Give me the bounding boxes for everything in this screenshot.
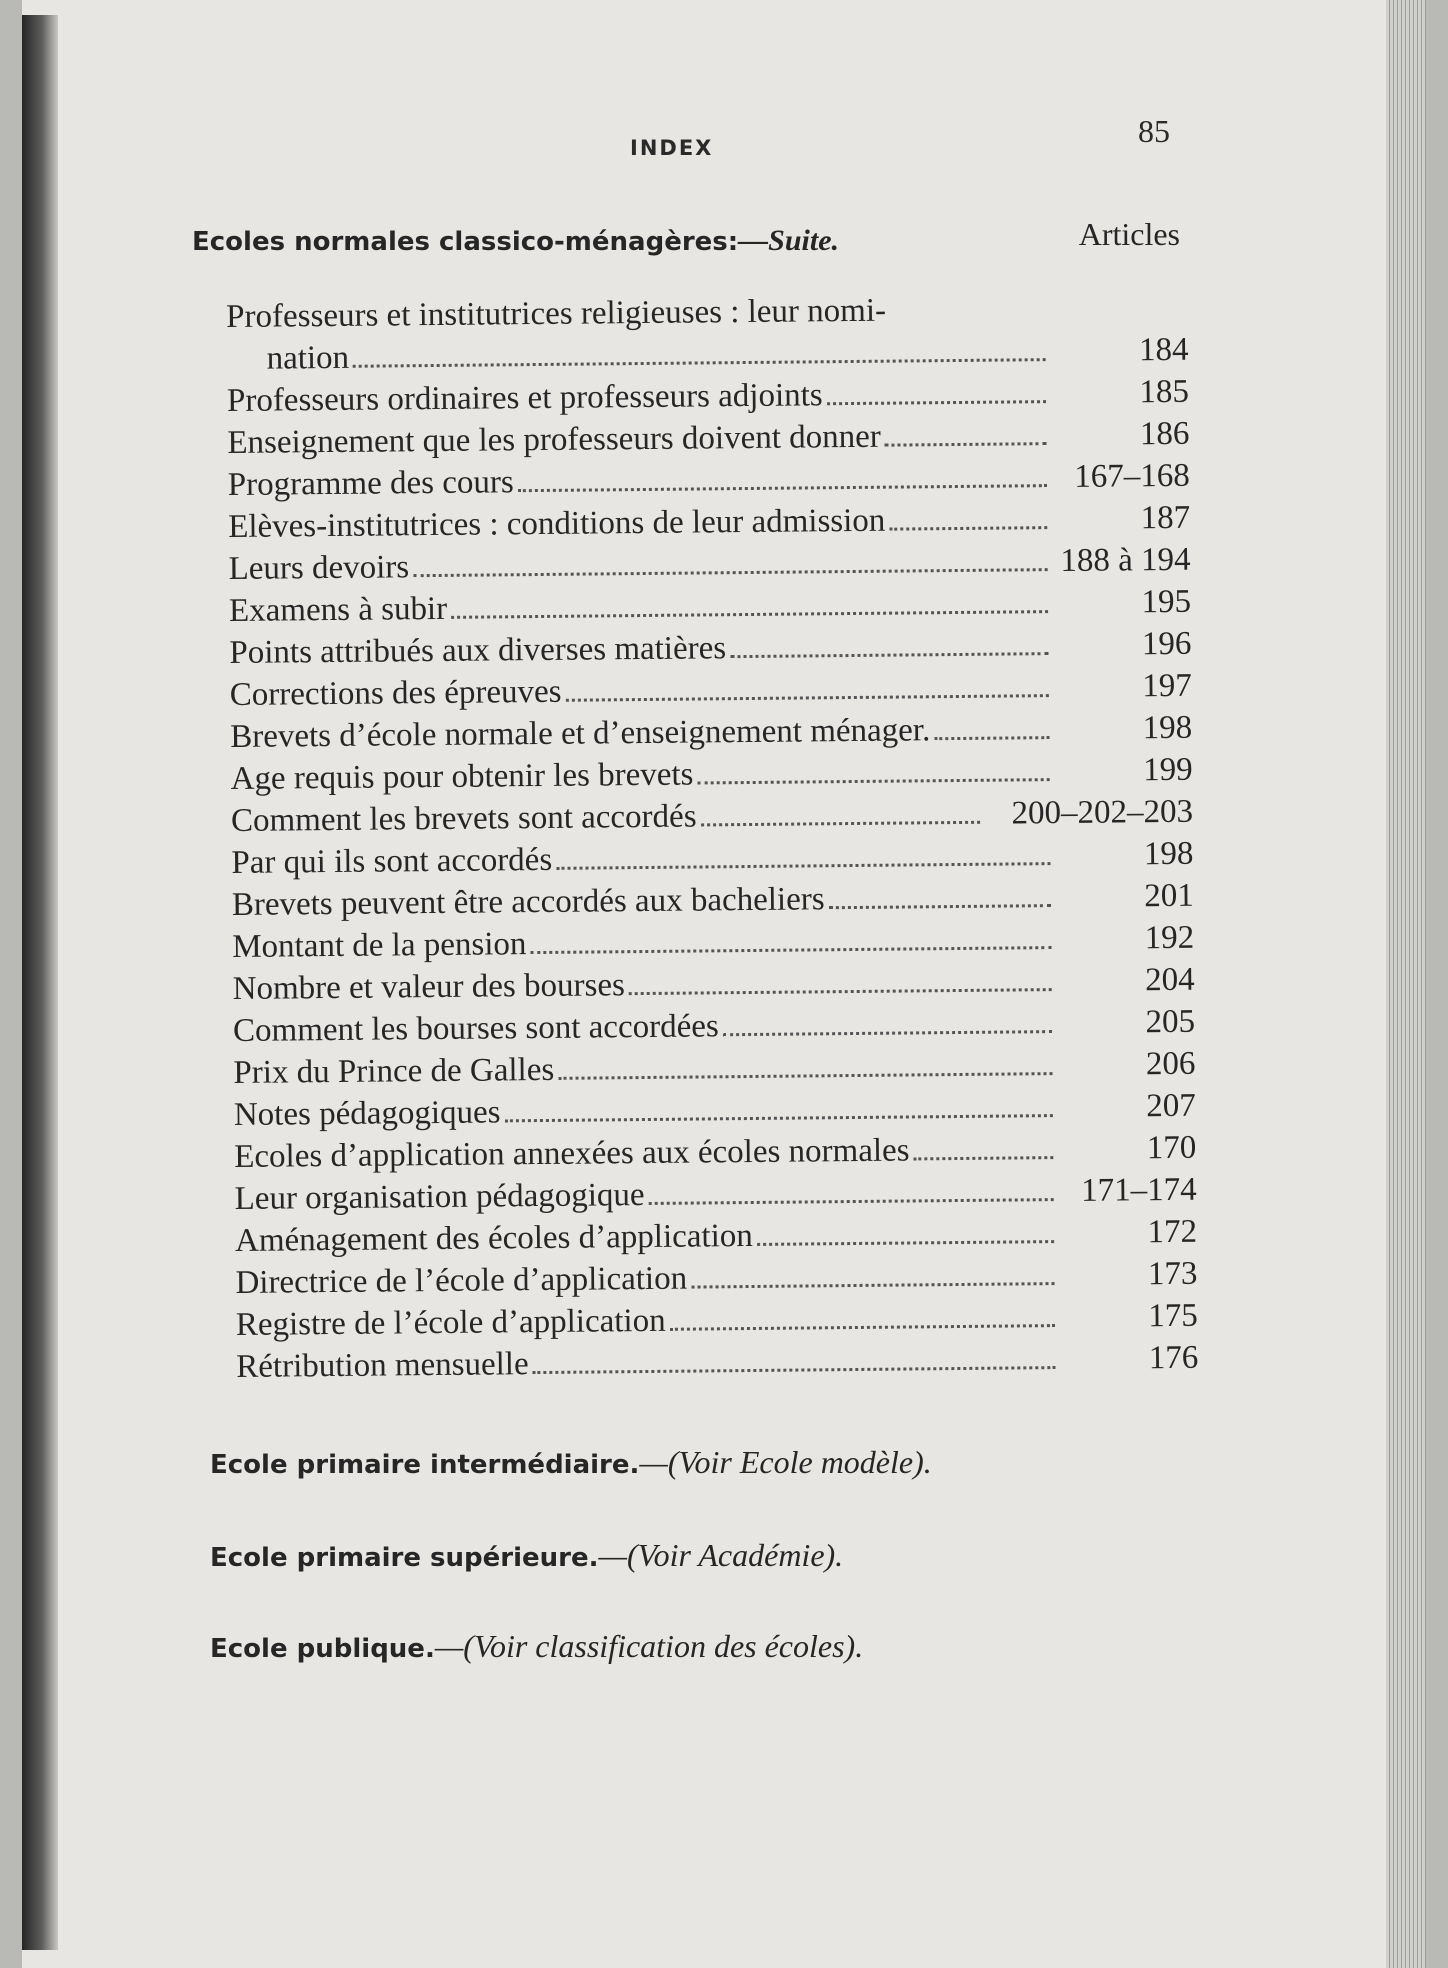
entry-text: Age requis pour obtenir les brevets xyxy=(230,756,694,797)
entry-text: Notes pédagogiques xyxy=(233,1094,501,1133)
dot-leader xyxy=(566,694,1049,702)
dot-leader xyxy=(353,358,1046,368)
page-number: 85 xyxy=(1138,113,1170,149)
dot-leader xyxy=(533,1366,1056,1374)
entry-text: Rétribution mensuelle xyxy=(236,1346,529,1385)
entry-text: Par qui ils sont accordés xyxy=(231,841,553,881)
cross-reference-see: —(Voir classification des écoles). xyxy=(434,1628,864,1664)
cross-reference-see: —(Voir Académie). xyxy=(598,1537,844,1573)
dot-leader xyxy=(697,778,1049,784)
cross-reference xyxy=(210,1444,932,1481)
entry-ref: 201 xyxy=(1144,877,1194,915)
entry-ref: 184 xyxy=(1138,331,1189,369)
entry-text: Points attribués aux diverses matières xyxy=(229,630,727,671)
entry-text: Comment les bourses sont accordées xyxy=(232,1008,719,1049)
entry-text: Prix du Prince de Galles xyxy=(233,1051,555,1091)
dot-leader xyxy=(518,484,1047,492)
entry-text: Elèves-institutrices : conditions de leur admission xyxy=(228,502,886,545)
dot-leader xyxy=(531,946,1052,954)
cross-reference xyxy=(210,1537,843,1574)
dot-leader xyxy=(691,1282,1054,1288)
entry-text: Leurs devoirs xyxy=(228,549,410,587)
entry-text: Nombre et valeur des bourses xyxy=(232,967,626,1007)
entry-ref: 207 xyxy=(1146,1087,1196,1125)
running-head: INDEX xyxy=(630,136,714,160)
dot-leader xyxy=(413,568,1047,577)
dot-leader xyxy=(701,821,980,827)
entry-ref: 195 xyxy=(1141,583,1192,621)
dot-leader xyxy=(829,904,1051,909)
entry-ref: 175 xyxy=(1148,1297,1199,1335)
binding-gutter xyxy=(22,15,58,1950)
entry-ref: 188 à 194 xyxy=(1060,541,1191,580)
entry-ref: 176 xyxy=(1148,1339,1199,1377)
dot-leader xyxy=(889,526,1047,531)
entry-ref: 200–202–203 xyxy=(1011,793,1194,832)
section-suffix: —Suite. xyxy=(738,224,840,257)
entry-text: Comment les brevets sont accordés xyxy=(230,798,697,839)
index-entries xyxy=(226,287,1198,1386)
entry-ref: 170 xyxy=(1146,1129,1197,1167)
section-title xyxy=(192,224,839,258)
cross-reference-title: Ecole primaire supérieure. xyxy=(210,1543,599,1573)
entry-ref: 171–174 xyxy=(1080,1171,1197,1209)
dot-leader xyxy=(558,1072,1052,1080)
dot-leader xyxy=(649,1198,1054,1205)
entry-ref: 167–168 xyxy=(1074,457,1190,495)
dot-leader xyxy=(827,400,1046,405)
dot-leader xyxy=(730,652,1048,658)
cross-reference-title: Ecole publique. xyxy=(210,1634,435,1664)
entry-ref: 192 xyxy=(1144,919,1195,957)
entry-text: Examens à subir xyxy=(228,590,448,629)
entry-ref: 204 xyxy=(1144,961,1195,999)
entry-ref: 173 xyxy=(1147,1255,1198,1293)
dot-leader xyxy=(556,862,1050,870)
entry-ref: 185 xyxy=(1139,373,1190,411)
dot-leader xyxy=(505,1114,1053,1122)
dot-leader xyxy=(934,736,1049,740)
entry-ref: 197 xyxy=(1142,667,1192,705)
dot-leader xyxy=(757,1240,1054,1246)
cross-reference-see: —(Voir Ecole modèle). xyxy=(639,1444,932,1480)
cross-reference xyxy=(210,1628,863,1665)
entry-text: Programme des cours xyxy=(227,464,514,503)
entry-text: Montant de la pension xyxy=(232,926,527,965)
dot-leader xyxy=(670,1324,1055,1331)
entry-ref: 186 xyxy=(1139,415,1190,453)
entry-ref: 205 xyxy=(1145,1003,1196,1041)
entry-text: Corrections des épreuves xyxy=(229,673,562,713)
entry-text: Brevets d’école normale et d’enseignement ménager. xyxy=(230,712,931,755)
section-header xyxy=(192,216,1184,260)
entry-text: Registre de l’école d’application xyxy=(235,1302,666,1343)
entry-ref: 206 xyxy=(1145,1045,1196,1083)
dot-leader xyxy=(885,442,1047,447)
entry-ref: 187 xyxy=(1140,499,1191,537)
dot-leader xyxy=(451,610,1048,619)
entry-text: Professeurs et institutrices religieuses : leur nomi- xyxy=(226,292,887,335)
page-edges xyxy=(1386,0,1426,1968)
entry-ref: 196 xyxy=(1141,625,1192,663)
section-title-text: Ecoles normales classico-ménagères: xyxy=(192,227,739,257)
entry-text: Leur organisation pédagogique xyxy=(234,1177,645,1217)
articles-column-heading: Articles xyxy=(1078,216,1180,252)
entry-ref: 198 xyxy=(1142,709,1193,747)
entry-text: Ecoles d’application annexées aux écoles normales xyxy=(234,1132,910,1175)
dot-leader xyxy=(723,1030,1052,1036)
dot-leader xyxy=(914,1156,1054,1160)
entry-text: Enseignement que les professeurs doivent donner xyxy=(227,418,881,461)
entry-text: Directrice de l’école d’application xyxy=(235,1260,688,1301)
entry-ref: 172 xyxy=(1147,1213,1198,1251)
entry-ref: 199 xyxy=(1142,751,1193,789)
dot-leader xyxy=(629,988,1052,995)
entry-text: Aménagement des écoles d’application xyxy=(234,1217,753,1259)
entry-text: Brevets peuvent être accordés aux bacheliers xyxy=(231,881,825,923)
cross-reference-title: Ecole primaire intermédiaire. xyxy=(210,1450,640,1480)
entry-text: Professeurs ordinaires et professeurs adjoints xyxy=(226,377,823,419)
entry-ref: 198 xyxy=(1143,835,1194,873)
entry-text: nation xyxy=(266,339,350,377)
